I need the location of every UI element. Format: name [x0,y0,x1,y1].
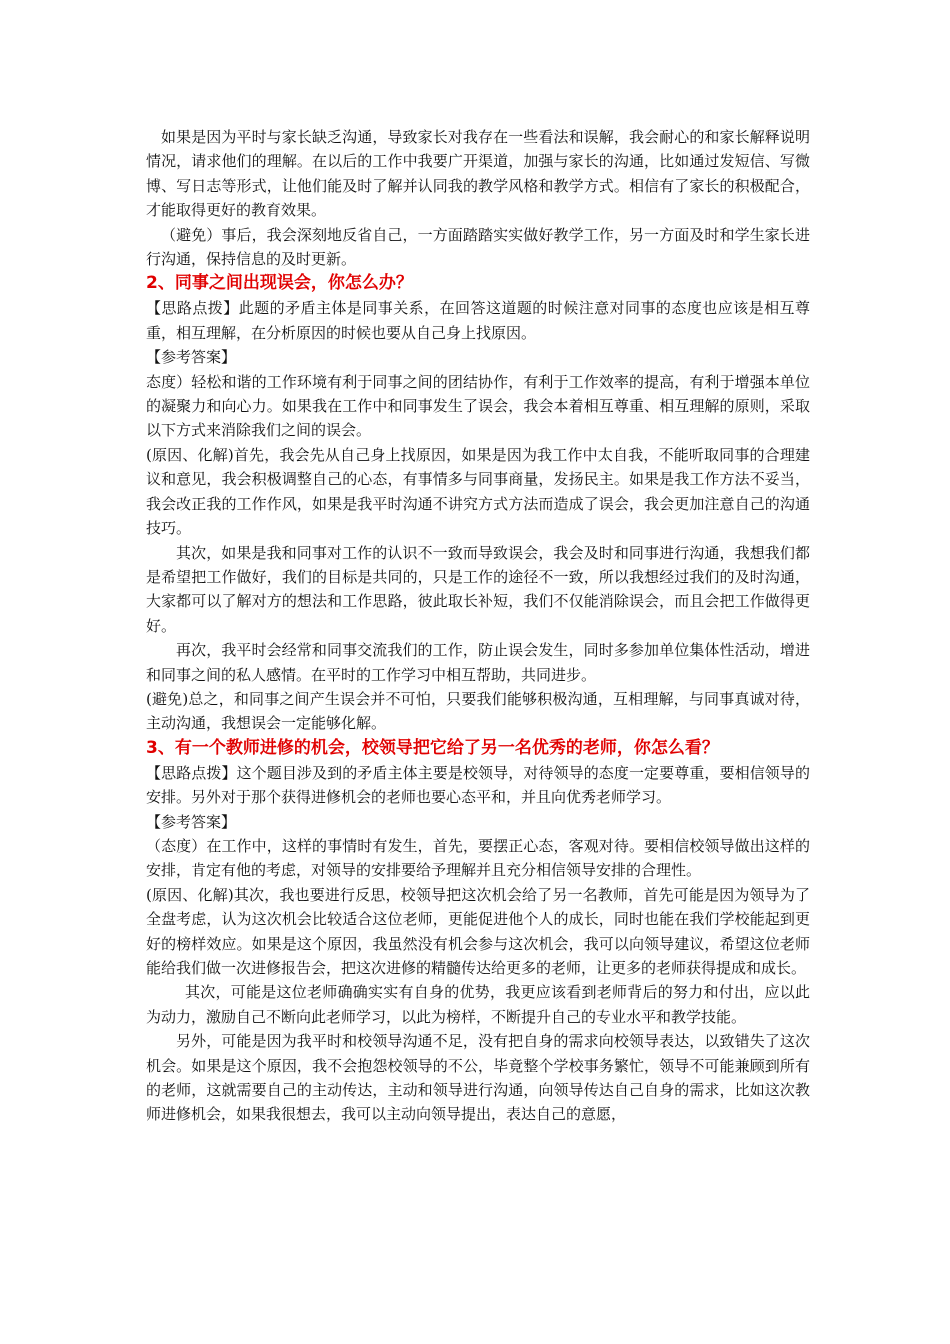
hint-paragraph: 【思路点拨】这个题目涉及到的矛盾主体主要是校领导，对待领导的态度一定要尊重，要相信领导的安排。另外对于那个获得进修机会的老师也要心态平和，并且向优秀老师学习。 [146,763,810,807]
paragraph: (避免)总之，和同事之间产生误会并不可怕，只要我们能够积极沟通，互相理解，与同事真诚对待，主动沟通，我想误会一定能够化解。 [146,689,810,733]
section-heading: 3、有一个教师进修的机会，校领导把它给了另一名优秀的老师，你怎么看？ [146,737,719,758]
paragraph: 如果是因为平时与家长缺乏沟通，导致家长对我存在一些看法和误解，我会耐心的和家长解释说明情况，请求他们的理解。在以后的工作中我要广开渠道，加强与家长的沟通，比如通过发短信、写微博、写日志等形式，让他们能及时了解并认同我的教学风格和教学方式。相信有了家长的积极配合，才能取得更好的教育效果。 [146,128,810,220]
hint-paragraph: 【思路点拨】此题的矛盾主体是同事关系，在回答这道题的时候注意对同事的态度也应该是相互尊重，相互理解，在分析原因的时候也要从自己身上找原因。 [146,299,810,342]
paragraph: （避免）事后，我会深刻地反省自己，一方面踏踏实实做好教学工作，另一方面及时和学生家长进行沟通，保持信息的及时更新。 [146,225,810,269]
paragraph: (原因、化解)其次，我也要进行反思，校领导把这次机会给了另一名教师，首先可能是因为领导为了全盘考虑，认为这次机会比较适合这位老师，更能促进他个人的成长，同时也能在我们学校能起到更好的榜样效应。如果是这个原因，我虽然没有机会参与这次机会，我可以向领导建议，希望这位老师能给我们做一次进修报告会，把这次进修的精髓传达给更多的老师，让更多的老师获得提成和成长。 [146,885,810,977]
paragraph: 态度）轻松和谐的工作环境有利于同事之间的团结协作，有利于工作效率的提高，有利于增强本单位的凝聚力和向心力。如果我在工作中和同事发生了误会，我会本着相互尊重、相互理解的原则，采取以下方式来消除我们之间的误会。 [146,372,810,440]
paragraph: 另外，可能是因为我平时和校领导沟通不足，没有把自身的需求向校领导表达，以致错失了这次机会。如果是这个原因，我不会抱怨校领导的不公，毕竟整个学校事务繁忙，领导不可能兼顾到所有的老师，这就需要自己的主动传达，主动和领导进行沟通，向领导传达自己自身的需求，比如这次教师进修机会，如果我很想去，我可以主动向领导提出，表达自己的意愿， [146,1032,810,1124]
paragraph: (原因、化解)首先，我会先从自己身上找原因，如果是因为我工作中太自我，不能听取同事的合理建议和意见，我会积极调整自己的心态，有事情多与同事商量，发扬民主。如果是我工作方法不妥当，我会改正我的工作作风，如果是我平时沟通不讲究方式方法而造成了误会，我会更加注意自己的沟通技巧。 [146,445,810,538]
section-heading: 2、同事之间出现误会，你怎么办？ [146,273,413,294]
paragraph: 再次，我平时会经常和同事交流我们的工作，防止误会发生，同时多参加单位集体性活动，增进和同事之间的私人感情。在平时的工作学习中相互帮助，共同进步。 [146,641,810,684]
answer-label: 【参考答案】 [146,812,237,831]
paragraph: 其次，可能是这位老师确确实实有自身的优势，我更应该看到老师背后的努力和付出，应以此为动力，激励自己不断向此老师学习，以此为榜样，不断提升自己的专业水平和教学技能。 [146,983,810,1026]
answer-label: 【参考答案】 [146,348,237,367]
paragraph: （态度）在工作中，这样的事情时有发生，首先，要摆正心态，客观对待。要相信校领导做出这样的安排，肯定有他的考虑，对领导的安排要给予理解并且充分相信领导安排的合理性。 [146,836,810,880]
paragraph: 其次，如果是我和同事对工作的认识不一致而导致误会，我会及时和同事进行沟通，我想我们都是希望把工作做好，我们的目标是共同的，只是工作的途径不一致，所以我想经过我们的及时沟通，大家都可以了解对方的想法和工作思路，彼此取长补短，我们不仅能消除误会，而且会把工作做得更好。 [146,543,810,635]
